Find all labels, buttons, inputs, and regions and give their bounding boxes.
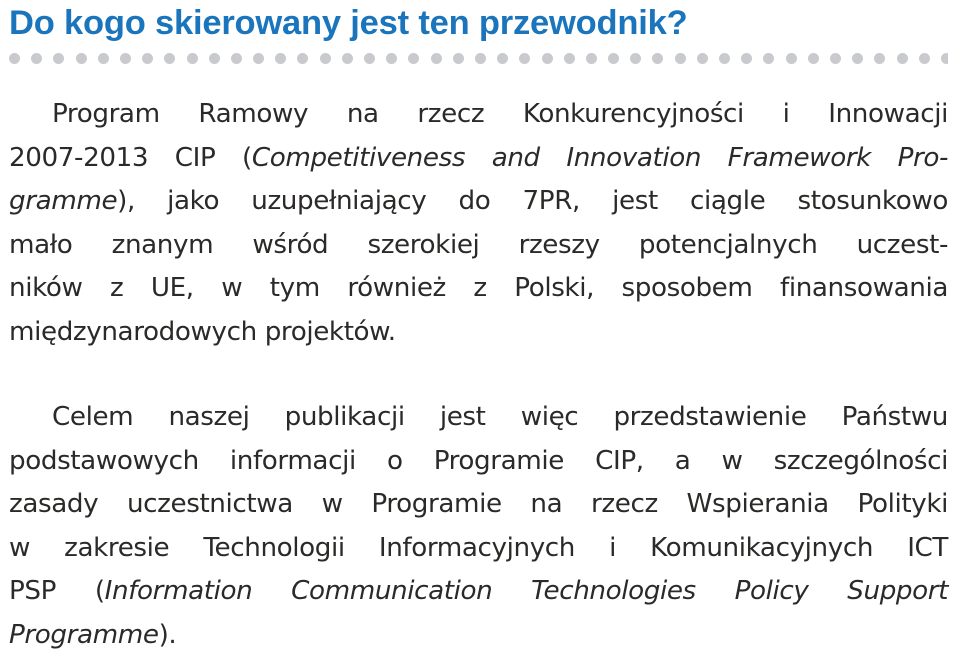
text-segment: ), jako uzupełniający do 7PR, jest ciągle stosunkowo bbox=[117, 186, 948, 216]
text-segment: zasady uczestnictwa w Programie na rzecz Wspierania Polityki bbox=[9, 489, 948, 519]
text-segment: w zakresie Technologii Informacyjnych i Komunikacyjnych ICT bbox=[9, 533, 948, 563]
separator-dot bbox=[253, 53, 264, 64]
separator-dot bbox=[53, 53, 64, 64]
paragraph-intro bbox=[9, 93, 948, 354]
text-segment: międzynarodowych projektów. bbox=[9, 317, 396, 347]
text-line bbox=[9, 93, 948, 137]
text-segment: ników z UE, w tym również z Polski, sposobem finansowania bbox=[9, 273, 948, 303]
text-segment: mało znanym wśród szerokiej rzeszy potencjalnych uczest- bbox=[9, 230, 948, 260]
separator-dot bbox=[76, 53, 87, 64]
text-line bbox=[9, 180, 948, 224]
separator-dot bbox=[453, 53, 464, 64]
text-segment: Celem naszej publikacji jest więc przedstawienie Państwu bbox=[52, 402, 948, 432]
text-line bbox=[9, 396, 948, 440]
separator-dot bbox=[320, 53, 331, 64]
document-body bbox=[9, 93, 948, 657]
separator-dot bbox=[586, 53, 597, 64]
separator-dot bbox=[342, 53, 353, 64]
page-title: Do kogo skierowany jest ten przewodnik? bbox=[9, 0, 948, 46]
separator-dot bbox=[187, 53, 198, 64]
separator-dot bbox=[431, 53, 442, 64]
separator-dot bbox=[120, 53, 131, 64]
text-line bbox=[9, 311, 948, 355]
text-segment: Program Ramowy na rzecz Konkurencyjności i Innowacji bbox=[52, 99, 948, 129]
separator-dot bbox=[808, 53, 819, 64]
separator-dot bbox=[142, 53, 153, 64]
text-segment: PSP ( bbox=[9, 576, 105, 606]
italic-text-segment: gramme bbox=[9, 186, 117, 216]
separator-dot bbox=[897, 53, 908, 64]
separator-dot bbox=[608, 53, 619, 64]
separator-dot bbox=[275, 53, 286, 64]
separator-dot bbox=[164, 53, 175, 64]
text-line bbox=[9, 440, 948, 484]
separator-dot bbox=[941, 53, 948, 64]
italic-text-segment: Information Communication Technologies Policy Support bbox=[105, 576, 948, 606]
separator-dot bbox=[386, 53, 397, 64]
text-line bbox=[9, 267, 948, 311]
separator-dot bbox=[542, 53, 553, 64]
separator-dot bbox=[497, 53, 508, 64]
separator-dot bbox=[697, 53, 708, 64]
text-segment: 2007-2013 CIP ( bbox=[9, 143, 252, 173]
separator-dot bbox=[564, 53, 575, 64]
text-line bbox=[9, 483, 948, 527]
separator-dot bbox=[741, 53, 752, 64]
separator-dot bbox=[675, 53, 686, 64]
separator-dot bbox=[763, 53, 774, 64]
separator-dot bbox=[209, 53, 220, 64]
separator-dot bbox=[31, 53, 42, 64]
separator-dot bbox=[519, 53, 530, 64]
separator-dot bbox=[231, 53, 242, 64]
separator-dot bbox=[98, 53, 109, 64]
separator-dot bbox=[652, 53, 663, 64]
dotted-separator bbox=[9, 46, 948, 70]
separator-dot bbox=[630, 53, 641, 64]
separator-dot bbox=[297, 53, 308, 64]
separator-dot bbox=[852, 53, 863, 64]
text-segment: podstawowych informacji o Programie CIP, a w szczególności bbox=[9, 446, 948, 476]
separator-dot bbox=[830, 53, 841, 64]
text-line bbox=[9, 570, 948, 614]
separator-dot bbox=[364, 53, 375, 64]
separator-dot bbox=[919, 53, 930, 64]
separator-dot bbox=[874, 53, 885, 64]
separator-dot bbox=[408, 53, 419, 64]
separator-dot bbox=[719, 53, 730, 64]
separator-dot bbox=[786, 53, 797, 64]
text-segment: ). bbox=[159, 620, 177, 650]
italic-text-segment: Competitiveness and Innovation Framework Pro- bbox=[252, 143, 948, 173]
italic-text-segment: Programme bbox=[9, 620, 159, 650]
text-line bbox=[9, 137, 948, 181]
text-line bbox=[9, 224, 948, 268]
paragraph-purpose bbox=[9, 396, 948, 657]
separator-dot bbox=[9, 53, 20, 64]
text-line bbox=[9, 614, 948, 657]
separator-dot bbox=[475, 53, 486, 64]
text-line bbox=[9, 527, 948, 571]
